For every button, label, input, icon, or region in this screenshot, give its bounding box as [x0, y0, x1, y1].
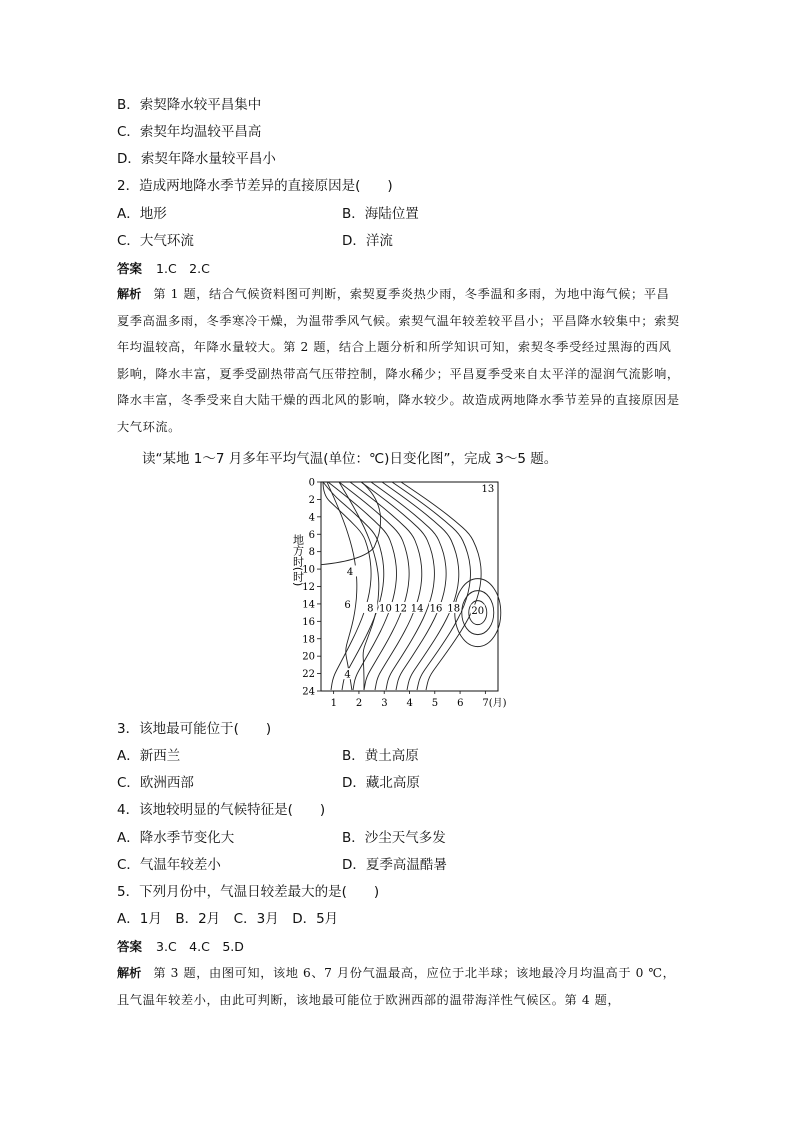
y-tick-label: 6 — [308, 529, 315, 541]
y-tick-label: 2 — [308, 494, 315, 506]
isotherm-line — [339, 482, 409, 690]
y-tick-label: 22 — [302, 669, 315, 681]
isotherm-line — [339, 482, 379, 690]
y-tick-label: 18 — [302, 634, 315, 646]
y-tick-label: 8 — [308, 547, 315, 559]
q3-option-a: A．新西兰 — [117, 748, 181, 764]
answer-1-2 — [117, 259, 210, 279]
q4-option-b: B．沙尘天气多发 — [342, 830, 446, 846]
q5-stem: 5．下列月份中，气温日较差最大的是( ) — [117, 884, 380, 900]
q1-option-c: C．索契年均温较平昌高 — [117, 124, 262, 140]
contour-label: 18 — [447, 603, 461, 615]
x-tick-label: 1 — [330, 698, 338, 709]
analysis-label: 解析 — [117, 966, 142, 980]
q4-option-a: A．降水季节变化大 — [117, 830, 235, 846]
contour-label: 4 — [344, 669, 351, 681]
answer-label: 答案 — [117, 261, 143, 276]
y-tick-label: 20 — [302, 651, 315, 663]
q2-option-a: A．地形 — [117, 206, 167, 222]
isotherm-line — [361, 482, 434, 690]
isotherm-line — [328, 482, 396, 690]
chart-intro: 读“某地 1～7 月多年平均气温(单位：℃)日变化图”，完成 3～5 题。 — [142, 451, 558, 467]
x-tick-label: 4 — [406, 698, 413, 709]
q1-option-b: B．索契降水较平昌集中 — [117, 97, 262, 113]
isotherm-line — [321, 482, 381, 565]
y-tick-label: 12 — [302, 582, 315, 593]
q4-option-c: C．气温年较差小 — [117, 857, 221, 873]
contour-label: 16 — [429, 603, 443, 615]
q2-option-c: C．大气环流 — [117, 233, 194, 249]
q3-option-b: B．黄土高原 — [342, 748, 419, 764]
y-tick-label: 16 — [302, 616, 315, 628]
q1-option-d: D．索契年降水量较平昌小 — [117, 151, 276, 167]
contour-label: 13 — [481, 484, 495, 496]
contour-label: 12 — [394, 603, 408, 615]
y-tick-label: 14 — [302, 599, 315, 611]
isotherm-line — [323, 482, 384, 690]
q3-stem: 3．该地最可能位于( ) — [117, 721, 272, 737]
x-tick-label: 6 — [457, 698, 464, 709]
q5-options: A．1月 B．2月 C．3月 D．5月 — [117, 911, 339, 927]
x-tick-label: 2 — [355, 698, 363, 709]
y-tick-label: 24 — [302, 686, 315, 698]
analysis-1-2 — [117, 281, 682, 440]
analysis-text: 第 3 题，由图可知，该地 6、7 月份气温最高，应位于北半球；该地最冷月均温高于 0 ℃，且气温年较差小，由此可判断，该地最可能位于欧洲西部的温带海洋性气候区。第 4 题， — [117, 966, 676, 1007]
y-axis-label: 地方时(时) — [291, 533, 305, 587]
y-tick-label: 0 — [308, 477, 315, 489]
contour-label: 20 — [471, 606, 485, 618]
isotherm-line — [382, 482, 459, 690]
contour-label: 14 — [410, 603, 424, 615]
q2-stem: 2．造成两地降水季节差异的直接原因是( ) — [117, 178, 393, 194]
analysis-3-5 — [117, 960, 682, 1013]
q4-option-d: D．夏季高温酷暑 — [342, 857, 447, 873]
q3-option-c: C．欧洲西部 — [117, 775, 194, 791]
x-tick-label: 3 — [381, 698, 388, 709]
q2-option-d: D．洋流 — [342, 233, 393, 249]
q4-stem: 4．该地较明显的气候特征是( ) — [117, 802, 326, 818]
answer-text: 3.C 4.C 5.D — [156, 939, 244, 954]
x-tick-label: 7(月) — [482, 698, 507, 709]
contour-label: 4 — [346, 566, 354, 578]
answer-3-5 — [117, 937, 244, 957]
q3-option-d: D．藏北高原 — [342, 775, 420, 791]
contour-label: 8 — [367, 603, 374, 615]
answer-text: 1.C 2.C — [156, 261, 210, 276]
q2-option-b: B．海陆位置 — [342, 206, 419, 222]
answer-label: 答案 — [117, 939, 143, 954]
y-tick-label: 10 — [302, 564, 315, 576]
analysis-label: 解析 — [117, 287, 142, 301]
temperature-contour-chart — [286, 474, 518, 710]
y-tick-label: 4 — [308, 512, 315, 524]
analysis-text: 第 1 题，结合气候资料图可判断，索契夏季炎热少雨，冬季温和多雨，为地中海气候；平昌夏季高温多雨，冬季寒冷干燥，为温带季风气候。索契气温年较差较平昌小；平昌降水较集中；索契年均温较高，年降水量较大。第 2 题，结合上题分析和所学知识可知，索契冬季受经过黑海的西风影响，降水丰富，夏季受副热带高气压带控制，降水稀少；平昌夏季受来自太平洋的湿润气流影响，降水丰富，冬季受来自大陆干燥的西北风的影响，降水较少。故造成两地降水季节差异的直接原因是大气环流。 — [117, 287, 680, 434]
isotherm-line — [392, 482, 470, 690]
x-tick-label: 5 — [431, 698, 439, 709]
contour-label: 10 — [379, 603, 392, 615]
contour-label: 6 — [344, 600, 351, 612]
